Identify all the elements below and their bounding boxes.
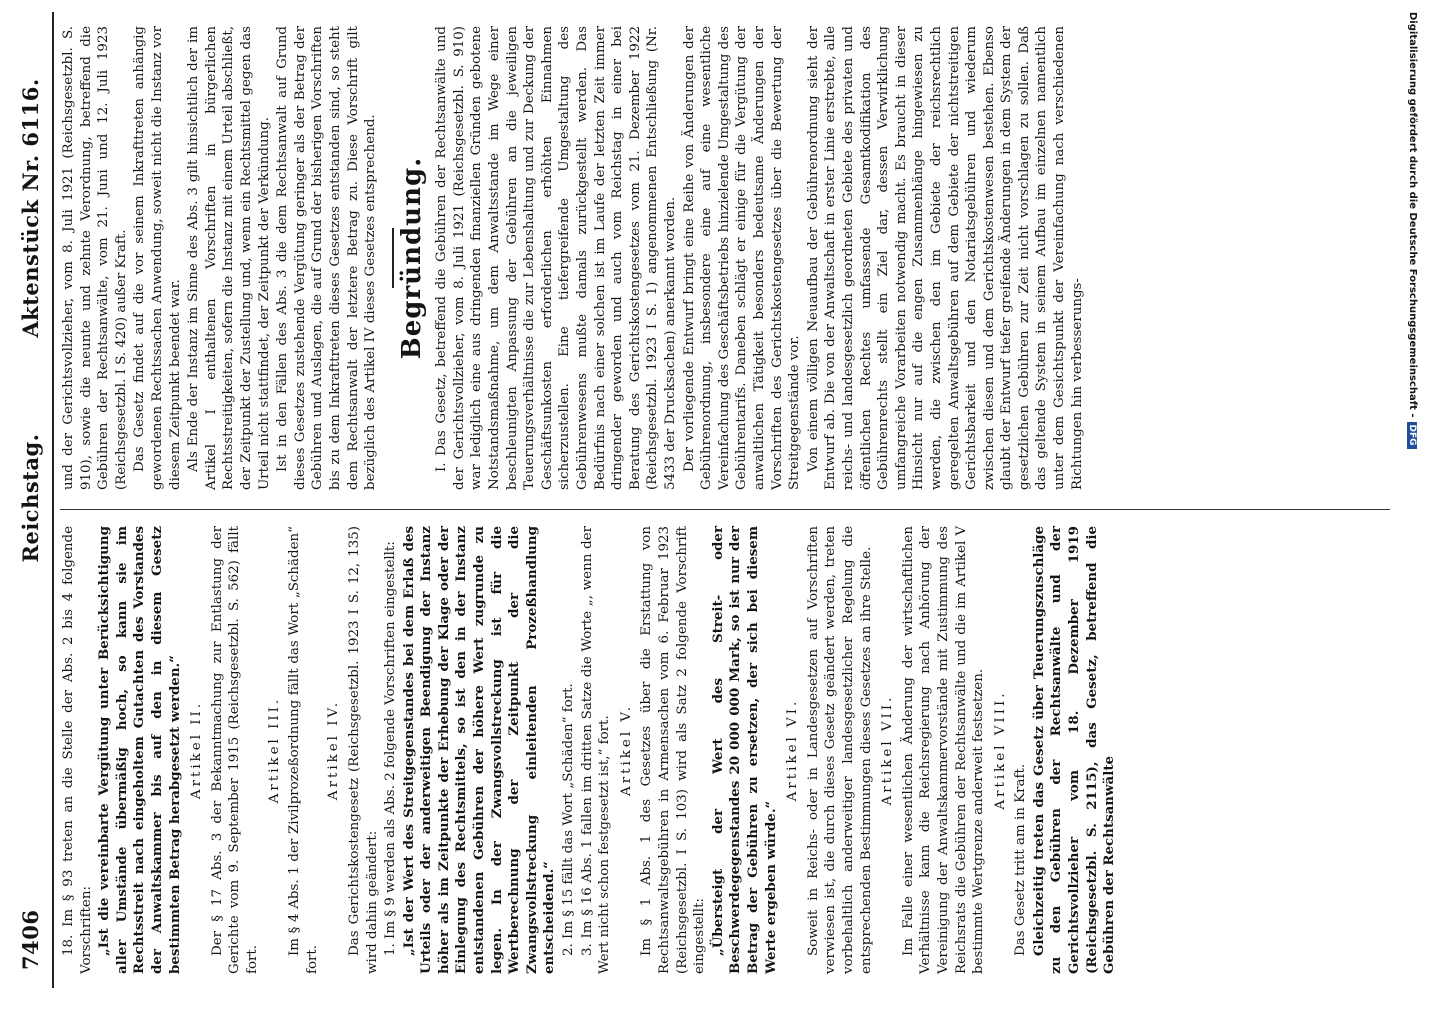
paragraph: Das Gesetz findet auf die vor seinem Inkrafttreten anhängig gewordenen Rechtssachen Anwendung, soweit nicht die Instanz vor diesem Zeitpunkt beendet war. xyxy=(132,26,183,490)
paragraph: Im § 4 Abs. 1 der Zivilprozeßordnung fällt das Wort „Schäden“ fort. xyxy=(287,526,320,974)
paragraph: Soweit in Reichs- oder in Landesgesetzen auf Vorschriften verwiesen ist, die durch dieses Gesetz geändert werden, treten vorbehaltlich anderweitiger landesgesetzlicher Regelung die entsprechenden Bestimmungen dieses Gesetzes an ihre Stelle. xyxy=(805,526,874,974)
paragraph: Der § 17 Abs. 3 der Bekanntmachung zur Entlastung der Gerichte vom 9. September 1915 (Reichsgesetzbl. S. 562) fällt fort. xyxy=(209,526,260,974)
page-header xyxy=(12,12,54,988)
quoted-provision: „Ist die vereinbarte Vergütung unter Berücksichtigung aller Umstände übermäßig hoch, so kann sie im Rechtsstreit nach eingeholtem Gutachten des Vorstandes der Anwaltskammer bis auf den in diesem Gesetz bestimmten Betrag herabgesetzt werden.“ xyxy=(96,526,183,974)
quoted-provision: Gleichzeitig treten das Gesetz über Teuerungszuschläge zu den Gebühren der Rechtsanwälte und der Gerichtsvollzieher vom 18. Dezember 1919 (Reichsgesetzbl. S. 2115), das Gesetz, betreffend die Gebühren der Rechtsanwälte xyxy=(1030,526,1118,974)
quoted-provision: „Ist der Wert des Streitgegenstandes bei dem Erlaß des Urteils oder der anderweitigen Beendigung der Instanz höher als im Zeitpunkte der Erhebung der Klage oder der Einlegung des Rechtsmittels, so ist den in der Instanz entstandenen Gebühren der höhere Wert zugrunde zu legen. In der Zwangsvollstreckung ist für die Wertberechnung der Zeitpunkt der die Zwangsvollstreckung einleitenden Prozeßhandlung entscheidend.“ xyxy=(400,526,558,974)
right-column xyxy=(60,26,1087,490)
paragraph: Das Gesetz tritt am in Kraft. xyxy=(1013,763,1029,956)
paragraph: Als Ende der Instanz im Sinne des Abs. 3 gilt hinsichtlich der im Artikel I enthaltenen Vorschriften in bürgerlichen Rechtsstreitigkeiten, sofern die Instanz mit einem Urteil abschließt, der Zeitpunkt der Zustellung und, wenn ein Rechtsmittel gegen das Urteil nicht stattfindet, der Zeitpunkt der Verkündung. xyxy=(186,26,272,490)
paragraph: 2. Im § 15 fällt das Wort „Schäden“ fort. xyxy=(561,683,577,956)
paragraph: Im Falle einer wesentlichen Änderung der wirtschaftlichen Verhältnisse kann die Reichsregierung nach Anhörung der Vereinigung der Anwaltskammervorstände mit Zustimmung des Reichsrats die Gebühren der Rechtsanwälte und die im Artikel V bestimmte Wertgrenze anderweit festsetzen. xyxy=(900,526,987,974)
dfg-logo: DFG xyxy=(1407,422,1417,449)
article-heading: Artikel VIII. xyxy=(992,690,1008,810)
article-heading: Artikel V. xyxy=(618,704,634,796)
section-separator xyxy=(392,228,394,288)
digitization-note xyxy=(1402,12,1418,1012)
right-column-top xyxy=(60,26,380,490)
paragraph: 3. Im § 16 Abs. 1 fallen im dritten Satze die Worte „, wenn der Wert nicht schon festgesetzt ist,“ fort. xyxy=(579,526,613,974)
paragraph: und der Gerichtsvollzieher, vom 8. Juli 1921 (Reichsgesetzbl. S. 910), sowie die neunte und zehnte Verordnung, betreffend die Gebühren der Rechtsanwälte, vom 21. Juni und 12. Juli 1923 (Reichsgesetzbl. I S. 420) außer Kraft. xyxy=(61,26,129,490)
paragraph: Das Gerichtskostengesetz (Reichsgesetzbl. 1923 I S. 12, 135) wird dahin geändert: xyxy=(346,526,380,974)
article-heading: Artikel IV. xyxy=(326,699,342,801)
paragraph: 1. Im § 9 werden als Abs. 2 folgende Vorschriften eingestellt: xyxy=(383,541,399,956)
article-heading: Artikel II. xyxy=(189,700,205,800)
paragraph: Im § 1 Abs. 1 des Gesetzes über die Erstattung von Rechtsanwaltsgebühren in Armensachen vom 6. Februar 1923 (Reichsgesetzbl. I S. 103) wird als Satz 2 folgende Vorschrift eingestellt: xyxy=(639,526,708,974)
digitization-note-text: Digitalisierung gefördert durch die Deutsche Forschungsgemeinschaft - xyxy=(1407,12,1418,418)
article-heading: Artikel VII. xyxy=(880,694,896,806)
article-heading: Artikel VI. xyxy=(785,698,801,802)
paragraph: Ist in den Fällen des Abs. 3 die dem Rechtsanwalt auf Grund dieses Gesetzes zustehende Vergütung geringer als der Betrag der Gebühren und Auslagen, die auf Grund der bisherigen Vorschriften bis zu dem Inkrafttreten dieses Gesetzes entstanden sind, so steht dem Rechtsanwalt der letztere Betrag zu. Diese Vorschrift gilt bezüglich des Artikel IV dieses Gesetzes entsprechend. xyxy=(275,26,379,490)
page-number: 7406 xyxy=(18,909,43,970)
paragraph: Der vorliegende Entwurf bringt eine Reihe von Änderungen der Gebührenordnung, insbesondere eine auf eine wesentliche Vereinfachung des Geschäftsbetriebs hinzielende Umgestaltung des Gebührentarifs. Daneben schlägt er einige für die Vergütung der anwaltlichen Tätigkeit besonders bedeutsame Änderungen der Vorschriften des Gerichtskostengesetzes über die Bewertung der Streitgegenstände vor. xyxy=(681,26,803,490)
rotated-page-content xyxy=(12,12,1404,988)
header-title: Reichstag. xyxy=(18,433,43,563)
column-divider xyxy=(60,509,1390,510)
paragraph: Von einem völligen Neuaufbau der Gebührenordnung sieht der Entwurf ab. Die von der Anwaltschaft in erster Linie erstrebte, alle reichs- und landesgesetzlich geordneten Gebiete des privaten und öffentlichen Rechtes umfassende Gesamtkodifikation des Gebührenrechts stellt ein Ziel dar, dessen Verwirklichung umfangreiche Vorarbeiten notwendig macht. Es braucht in dieser Hinsicht nur auf die engen Zusammenhänge hingewiesen zu werden, die zwischen den im Gebiete der reichsrechtlich geregelten Anwaltsgebühren auf dem Gebiete der nichtstreitigen Gerichtsbarkeit und den Notariatsgebühren und wiederum zwischen diesen und dem Gerichtskostenwesen bestehen. Ebenso glaubt der Entwurf tiefer greifende Änderungen in dem System der gesetzlichen Gebühren zur Zeit nicht vorschlagen zu sollen. Daß das geltende System in seinem Aufbau im einzelnen namentlich unter dem Gesichtspunkt der Vereinfachung nach verschiedenen Richtungen hin verbesserungs- xyxy=(805,26,1085,490)
article-heading: Artikel III. xyxy=(266,696,282,804)
paragraph: I. Das Gesetz, betreffend die Gebühren der Rechtsanwälte und der Gerichtsvollzieher, vom 8. Juli 1921 (Reichsgesetzbl. S. 910) war lediglich eine aus dringenden finanziellen Gründen gebotene Notstandsmaßnahme, um dem Anwaltsstande im Wege einer beschleunigten Anpassung der Gebühren an die jeweiligen Teuerungsverhältnisse die zur Lebenshaltung und zur Deckung der Geschäftsunkosten erforderlichen erhöhten Einnahmen sicherzustellen. Eine tiefergreifende Umgestaltung des Gebührenwesens mußte damals zurückgestellt werden. Das Bedürfnis nach einer solchen ist im Laufe der letzten Zeit immer dringender geworden und auch vom Reichstag in einer bei Beratung des Gerichtskostengesetzes vom 21. Dezember 1922 (Reichsgesetzbl. 1923 I S. 1) angenommenen Entschließung (Nr. 5433 der Drucksachen) anerkannt worden. xyxy=(434,26,678,490)
section-title: Begründung. xyxy=(396,156,427,360)
paragraph: 18. Im § 93 treten an die Stelle der Abs. 2 bis 4 folgende Vorschriften: xyxy=(61,526,94,974)
header-document-number: Aktenstück Nr. 6116. xyxy=(18,78,43,338)
left-column xyxy=(60,526,1120,974)
quoted-provision: „Übersteigt der Wert des Streit- oder Beschwerdegegenstandes 20 000 000 Mark, so ist nur der Betrag der Gebühren zu ersetzen, der sich bei diesem Werte ergeben würde.“ xyxy=(709,526,779,974)
right-column-bottom xyxy=(433,26,1086,490)
